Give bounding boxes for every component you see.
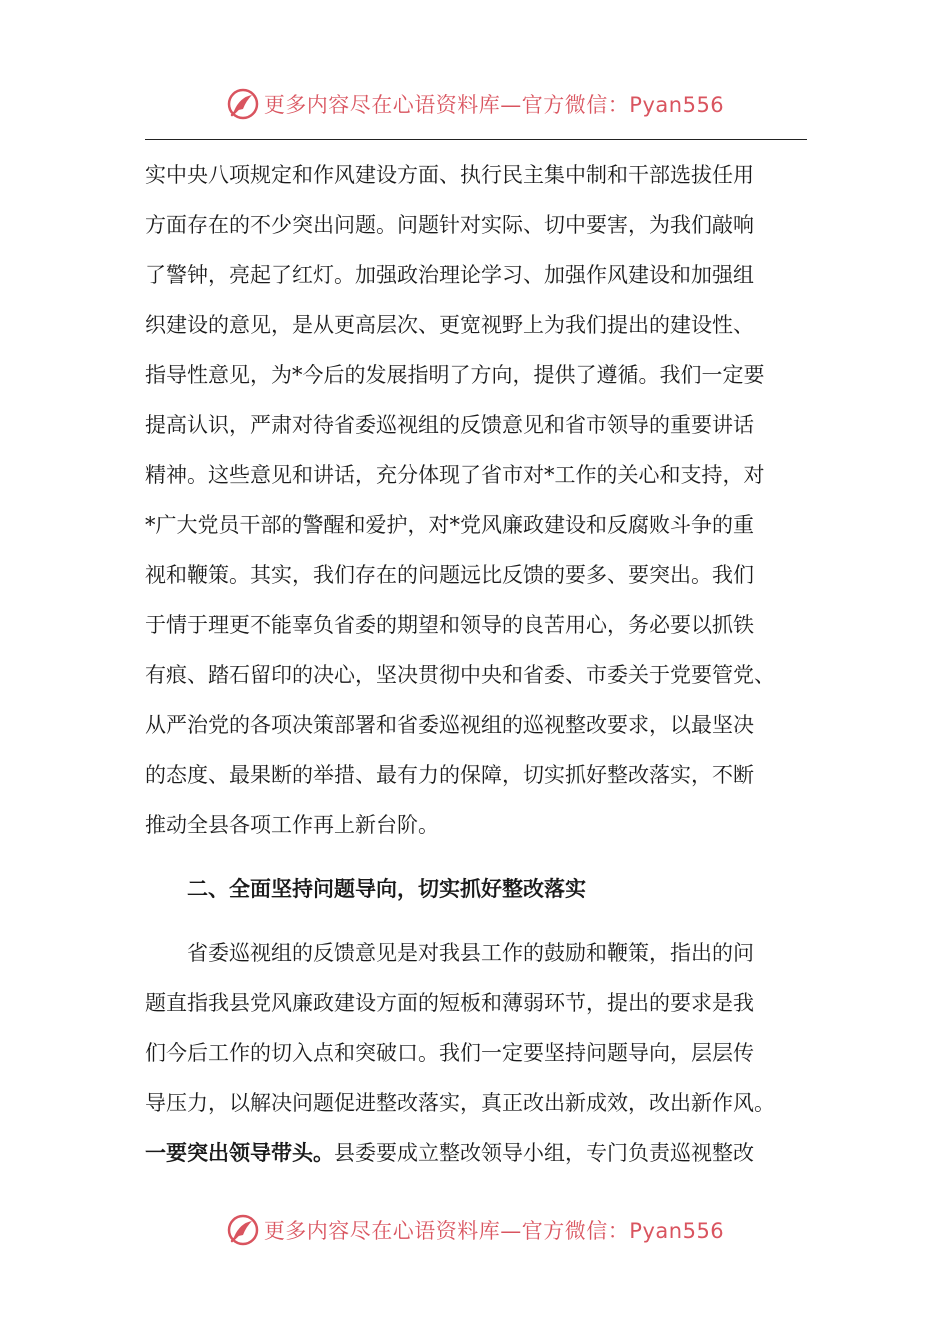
- text-line: 方面存在的不少突出问题。问题针对实际、切中要害，为我们敲响: [145, 213, 754, 237]
- text-line: 提高认识，严肃对待省委巡视组的反馈意见和省市领导的重要讲话: [145, 413, 754, 437]
- text-line: 指导性意见，为*今后的发展指明了方向，提供了遵循。我们一定要: [145, 363, 765, 387]
- text-line: 省委巡视组的反馈意见是对我县工作的鼓励和鞭策，指出的问: [187, 941, 754, 965]
- document-body: [145, 150, 807, 1178]
- text-line: 实中央八项规定和作风建设方面、执行民主集中制和干部选拔任用: [145, 163, 754, 187]
- text-line: 有痕、踏石留印的决心，坚决贯彻中央和省委、市委关于党要管党、: [145, 663, 775, 687]
- text-line: [145, 1128, 807, 1178]
- text-line: 精神。这些意见和讲话，充分体现了省市对*工作的关心和支持，对: [145, 463, 765, 487]
- text-line: 的态度、最果断的举措、最有力的保障，切实抓好整改落实，不断: [145, 763, 754, 787]
- section-heading: 二、全面坚持问题导向，切实抓好整改落实: [187, 876, 586, 901]
- text-line: 于情于理更不能辜负省委的期望和领导的良苦用心，务必要以抓铁: [145, 613, 754, 637]
- paragraph-1: [145, 150, 807, 850]
- text-line: 从严治党的各项决策部署和省委巡视组的巡视整改要求，以最坚决: [145, 713, 754, 737]
- watermark-header: [0, 84, 950, 124]
- logo-icon: [226, 87, 260, 121]
- text-line: *广大党员干部的警醒和爱护，对*党风廉政建设和反腐败斗争的重: [145, 513, 754, 537]
- logo-icon: [226, 1213, 260, 1247]
- watermark-footer: [0, 1210, 950, 1250]
- text-line: 织建设的意见，是从更高层次、更宽视野上为我们提出的建设性、: [145, 313, 754, 337]
- header-divider: [145, 139, 807, 140]
- paragraph-2: [145, 928, 807, 1178]
- emphasis-text: 一要突出领导带头。: [145, 1140, 334, 1165]
- text-line: 视和鞭策。其实，我们存在的问题远比反馈的要多、要突出。我们: [145, 563, 754, 587]
- text-line: 推动全县各项工作再上新台阶。: [145, 813, 439, 837]
- text-line: 导压力，以解决问题促进整改落实，真正改出新成效，改出新作风。: [145, 1091, 775, 1115]
- text-line: 了警钟，亮起了红灯。加强政治理论学习、加强作风建设和加强组: [145, 263, 754, 287]
- text-span: 县委要成立整改领导小组，专门负责巡视整改: [334, 1141, 754, 1165]
- text-line: 题直指我县党风廉政建设方面的短板和薄弱环节，提出的要求是我: [145, 991, 754, 1015]
- watermark-text: 更多内容尽在心语资料库—官方微信：Pyan556: [263, 1219, 725, 1243]
- watermark-text: 更多内容尽在心语资料库—官方微信：Pyan556: [263, 93, 725, 117]
- text-line: 们今后工作的切入点和突破口。我们一定要坚持问题导向，层层传: [145, 1041, 754, 1065]
